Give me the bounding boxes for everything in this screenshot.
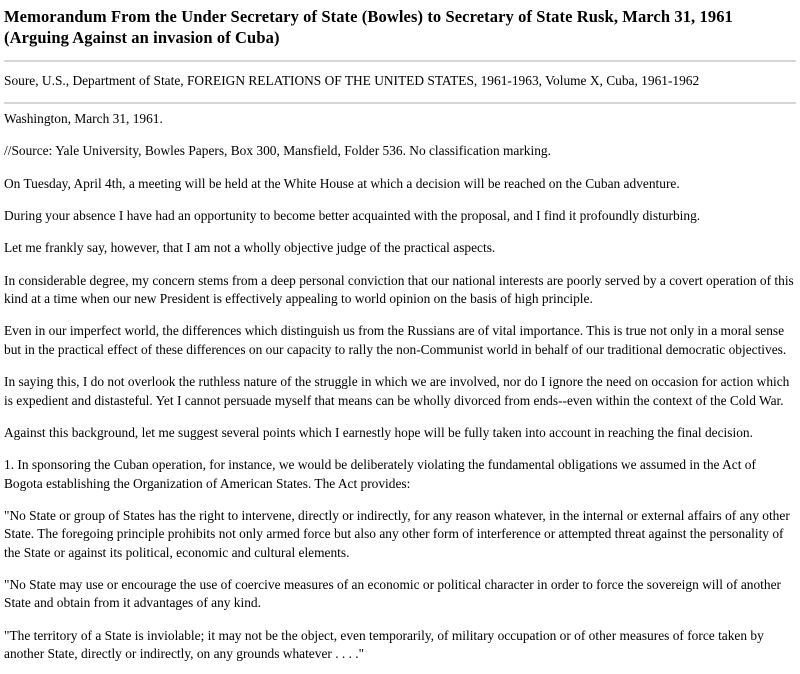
paragraph: In saying this, I do not overlook the ruthless nature of the struggle in which we are involved, nor do I ignore the need on occasion for action which is expedient and distasteful. Yet I cannot persuade myself that means can be wholly divorced from ends--even within the context of the Cold War. [4,374,790,408]
paragraph-numbered-1: 1. In sponsoring the Cuban operation, for instance, we would be deliberately violating the fundamental obligations we assumed in the Act of Bogota establishing the Organization of American States. The Act provides: [4,457,756,491]
paragraph: On Tuesday, April 4th, a meeting will be held at the White House at which a decision will be reached on the Cuban adventure. [4,175,680,191]
paragraph: Even in our imperfect world, the differences which distinguish us from the Russians are of vital importance. This is true not only in a moral sense but in the practical effect of these differences on our capacity to rally the non-Communist world in behalf of our traditional democratic objectives. [4,323,787,357]
paragraph-quotation: "No State or group of States has the right to intervene, directly or indirectly, for any reason whatever, in the internal or external affairs of any other State. The foregoing principle prohibits not only armed force but also any other form of interference or attempted threat against the personality of the State or against its political, economic and cultural elements. [4,508,790,560]
paragraph: In considerable degree, my concern stems from a deep personal conviction that our national interests are poorly served by a covert operation of this kind at a time when our new President is effectively appealing to world opinion on the basis of high principle. [4,272,794,307]
paragraph-quotation: "No State may use or encourage the use of coercive measures of an economic or political character in order to force the sovereign will of another State and obtain from it advantages of any kind. [4,577,781,611]
paragraph: During your absence I have had an opportunity to become better acquainted with the proposal, and I find it profoundly disturbing. [4,208,701,224]
document-page [0,6,800,664]
paragraph: Against this background, let me suggest several points which I earnestly hope will be fully taken into account in reaching the final decision. [4,424,753,440]
divider-rule-top [4,60,796,62]
paragraph-source-note: //Source: Yale University, Bowles Papers, Box 300, Mansfield, Folder 536. No classification marking. [4,143,551,159]
divider-rule-bottom [4,102,796,104]
paragraph-quotation: "The territory of a State is inviolable; it may not be the object, even temporarily, of military occupation or of other measures of force taken by another State, directly or indirectly, on any grounds whatever . . . ." [4,627,764,662]
page-title: Memorandum From the Under Secretary of State (Bowles) to Secretary of State Rusk, March 31, 1961 (Arguing Against an invasion of Cuba) [4,7,733,48]
paragraph-dateline: Washington, March 31, 1961. [4,110,163,126]
paragraph: Let me frankly say, however, that I am not a wholly objective judge of the practical aspects. [4,240,496,256]
source-citation: Soure, U.S., Department of State, FOREIGN RELATIONS OF THE UNITED STATES, 1961-1963, Volume X, Cuba, 1961-1962 [4,72,700,88]
document-body [4,110,796,664]
